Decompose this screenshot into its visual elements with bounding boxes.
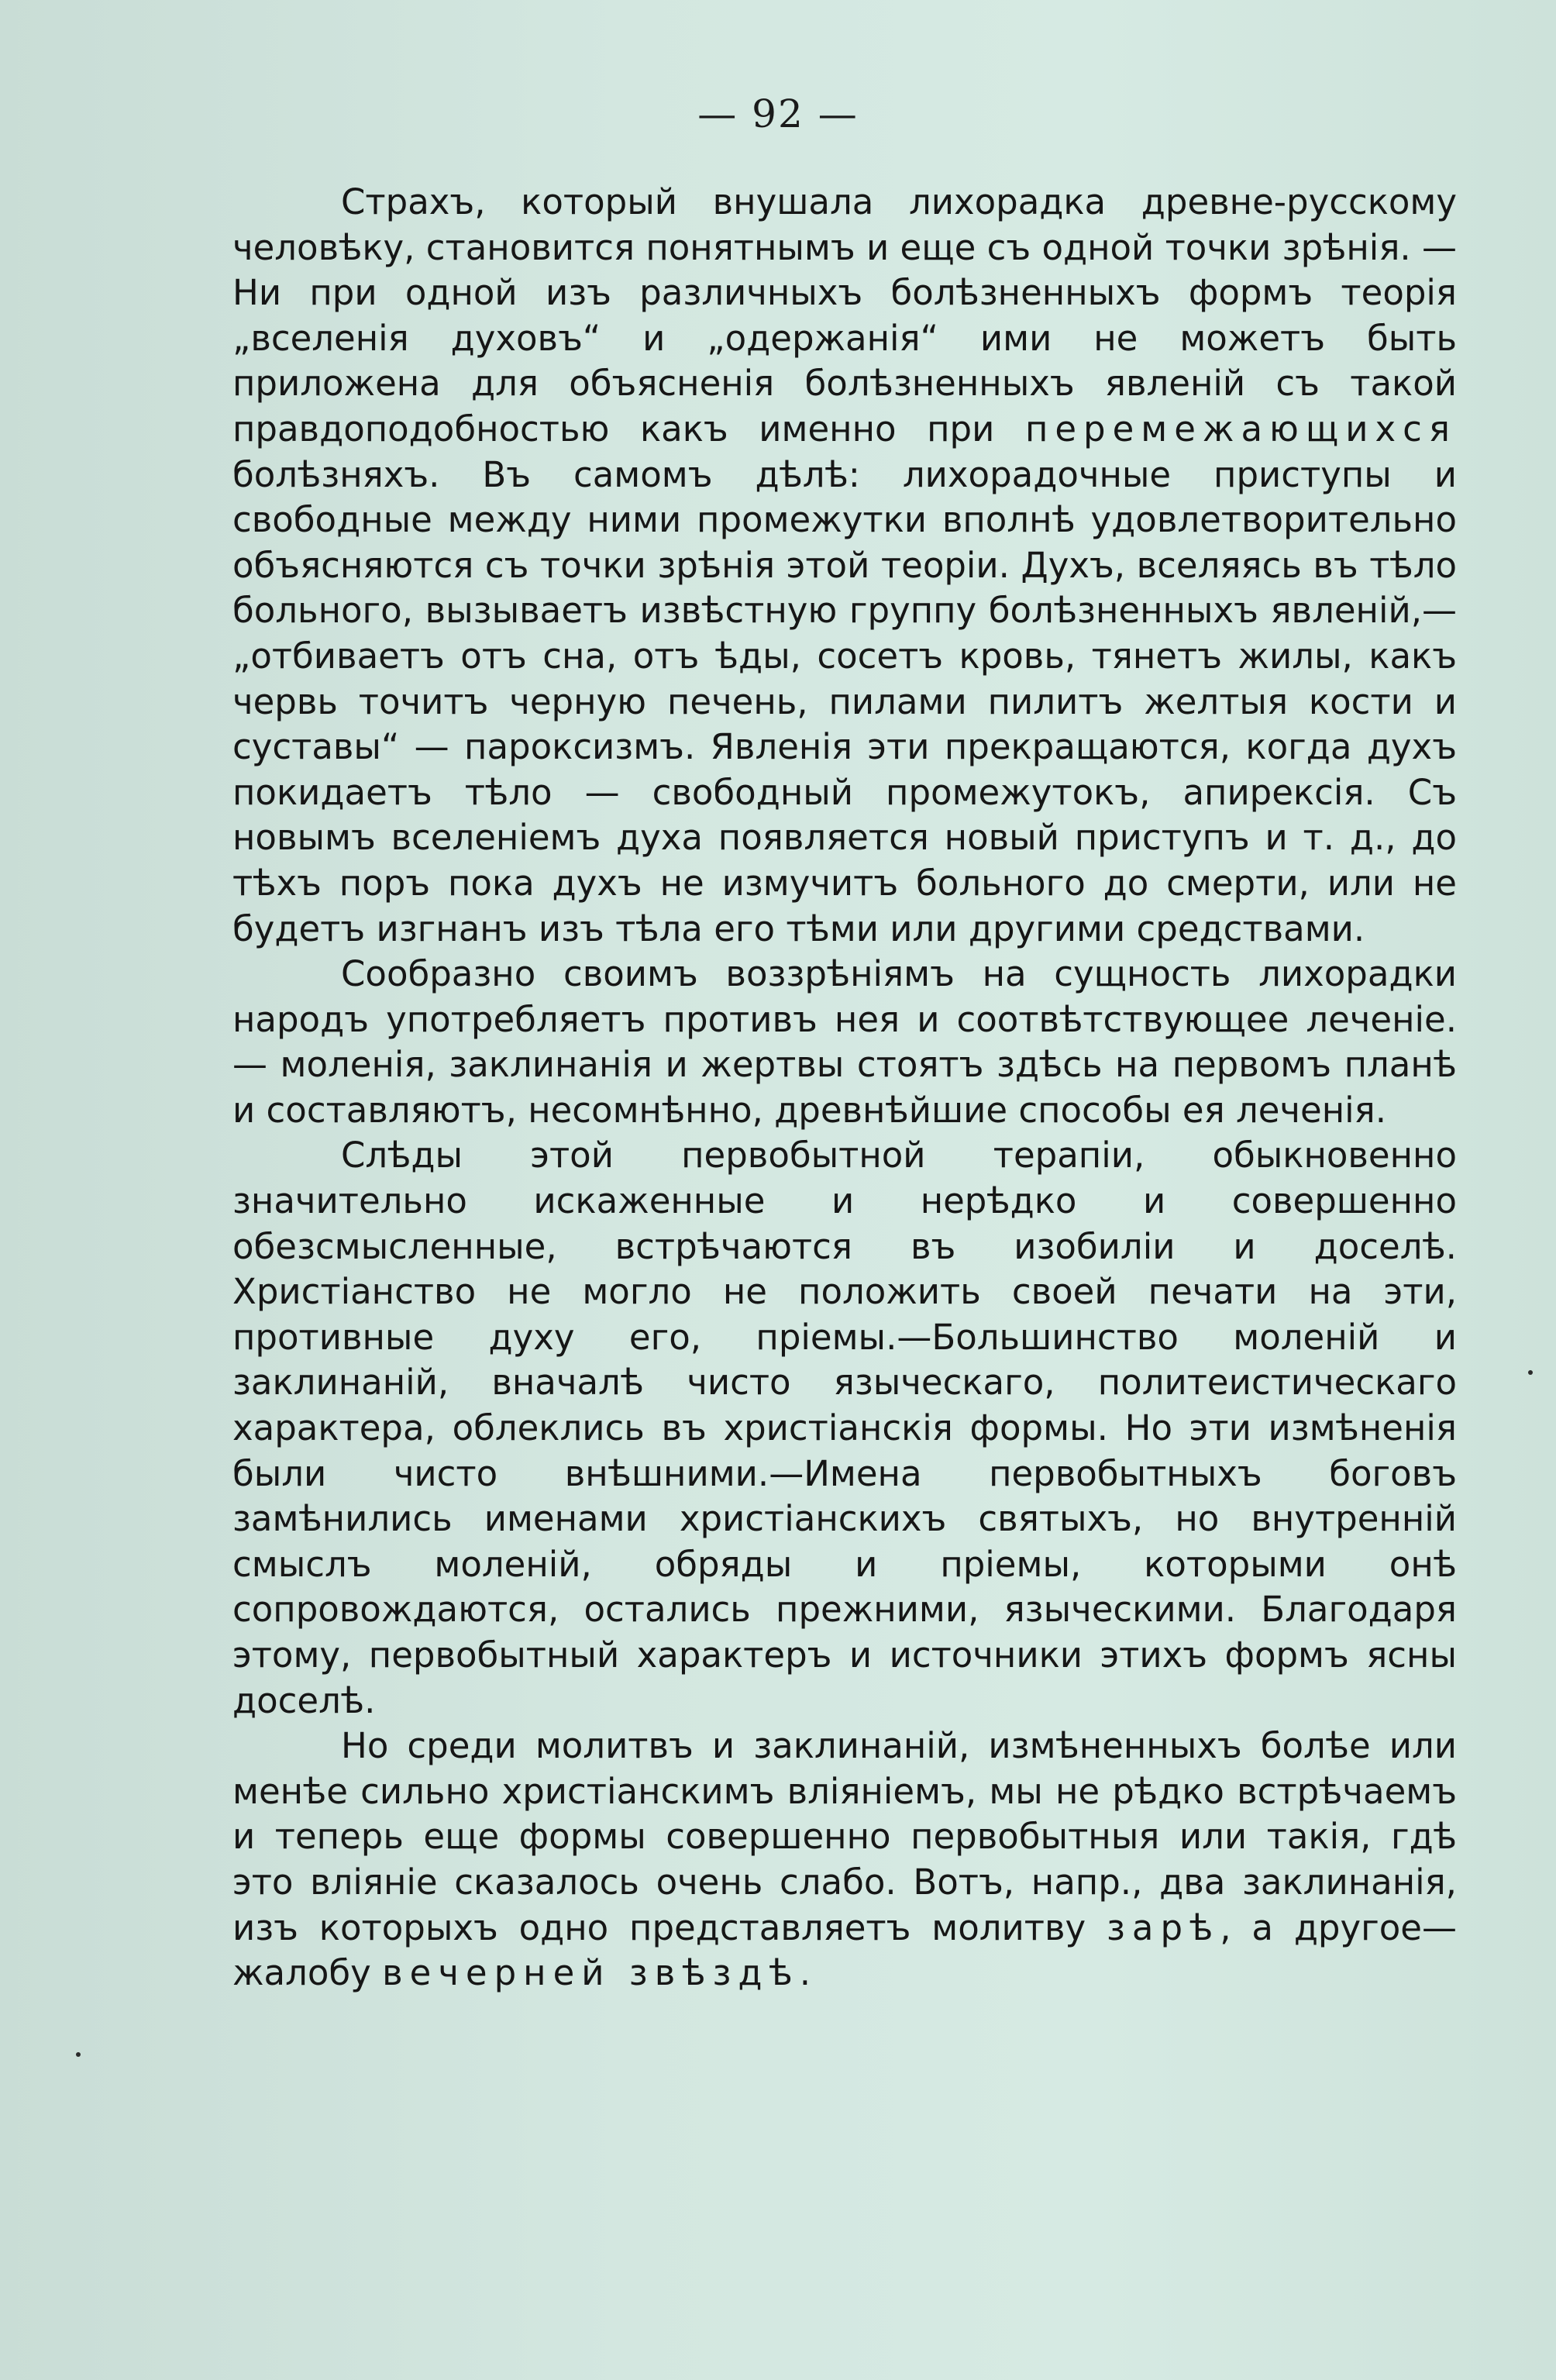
- paragraph-4: [232, 1724, 1457, 1996]
- paragraph-text: Сообразно своимъ воззрѣніямъ на сущность лихорадки народъ употребляетъ противъ нея и соотвѣтствующее леченіе. — моленія, заклинанія и жертвы стоятъ здѣсь на первомъ планѣ и составляютъ, несомнѣнно, древнѣйшие способы ея леченія.: [232, 953, 1457, 1131]
- paragraph-1: [232, 180, 1457, 952]
- paragraph-text: Слѣды этой первобытной терапіи, обыкновенно значительно искаженные и нерѣдко и совершенно обезсмысленные, встрѣчаются въ изобиліи и доселѣ. Христіанство не могло не положить своей печати на эти, противные духу его, пріемы.—Большинство моленій и заклинаній, вначалѣ чисто языческаго, политеистическаго характера, облеклись въ христіанскія формы. Но эти измѣненія были чисто внѣшними.—Имена первобытныхъ боговъ замѣнились именами христіанскихъ святыхъ, но внутренній смыслъ моленій, обряды и пріемы, которыми онѣ сопровождаются, остались прежними, языческими. Благодаря этому, первобытный характеръ и источники этихъ формъ ясны доселѣ.: [232, 1135, 1457, 1721]
- paragraph-text: .: [799, 1952, 811, 1994]
- paragraph-text: Страхъ, который внушала лихорадка древне-русскому человѣку, становится понятнымъ и еще съ одной точки зрѣнія. — Ни при одной изъ различныхъ болѣзненныхъ формъ теорія „вселенія духовъ“ и „одержанія“ ими не можетъ быть приложена для объясненія болѣзненныхъ явленій съ такой правдоподобностью какъ именно при: [232, 181, 1457, 449]
- paragraph-text: Но среди молитвъ и заклинаній, измѣненныхъ болѣе или менѣе сильно христіанскимъ вліяніемъ, мы не рѣдко встрѣчаемъ и теперь еще формы совершенно первобытныя или такія, гдѣ это вліяніе сказалось очень слабо. Вотъ, напр., два заклинанія, изъ которыхъ одно представляетъ молитву: [232, 1725, 1457, 1948]
- spaced-emphasis: зарѣ: [1106, 1906, 1220, 1948]
- spaced-emphasis: перемежающихся: [1024, 408, 1457, 449]
- page-number: — 92 —: [697, 91, 859, 136]
- paper-speck: [1528, 1370, 1533, 1375]
- spaced-emphasis: вечерней звѣздѣ: [382, 1952, 800, 1994]
- paragraph-text: , а другое—жалобу: [232, 1906, 1457, 1994]
- paragraph-3: [232, 1133, 1457, 1724]
- paper-speck: [76, 2052, 81, 2057]
- body-text: [232, 180, 1457, 1996]
- paragraph-text: болѣзняхъ. Въ самомъ дѣлѣ: лихорадочные приступы и свободные между ними промежутки вполнѣ удовлетворительно объясняются съ точки зрѣнія этой теоріи. Духъ, вселяясь въ тѣло больного, вызываетъ извѣстную группу болѣзненныхъ явленій,—„отбиваетъ отъ сна, отъ ѣды, сосетъ кровь, тянетъ жилы, какъ червь точитъ черную печень, пилами пилитъ желтыя кости и суставы“ — пароксизмъ. Явленія эти прекращаются, когда духъ покидаетъ тѣло — свободный промежутокъ, апирексія. Съ новымъ вселеніемъ духа появляется новый приступъ и т. д., до тѣхъ поръ пока духъ не измучитъ больного до смерти, или не будетъ изгнанъ изъ тѣла его тѣми или другими средствами.: [232, 453, 1457, 949]
- paragraph-2: [232, 952, 1457, 1133]
